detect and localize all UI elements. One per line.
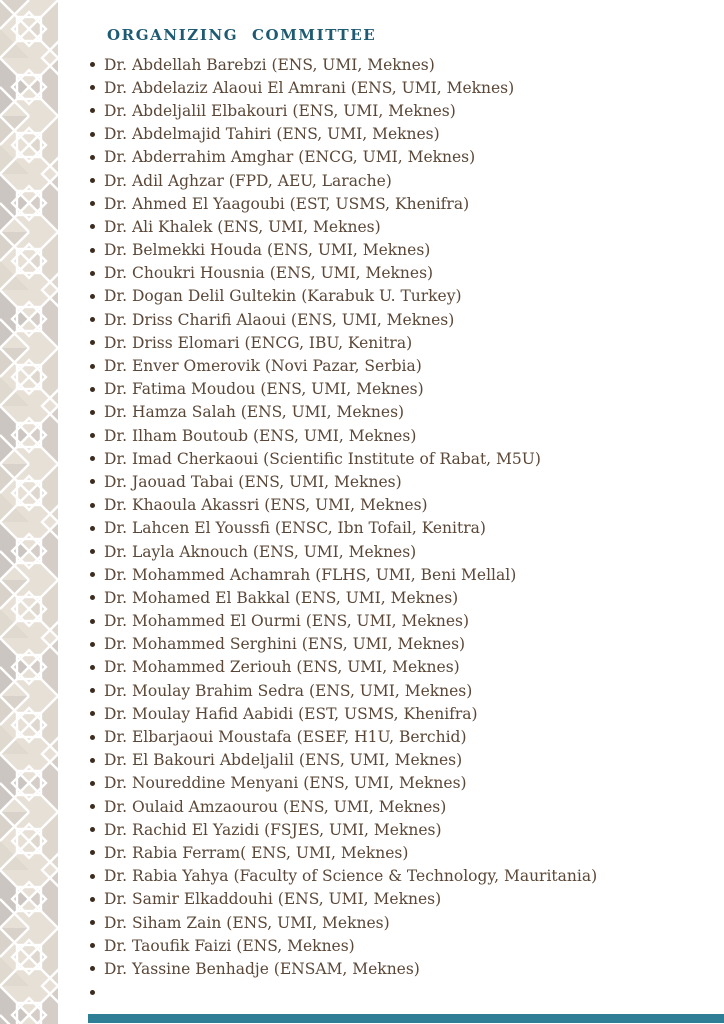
member-name: Dr. Ali Khalek (ENS, UMI, Meknes) (104, 217, 381, 236)
bullet-icon (90, 155, 95, 160)
committee-member-row (88, 749, 716, 772)
member-name: Dr. Moulay Brahim Sedra (ENS, UMI, Meknes) (104, 681, 473, 700)
committee-member-row (88, 169, 716, 192)
committee-member-row (88, 239, 716, 262)
bullet-icon (90, 271, 95, 276)
member-name: Dr. Enver Omerovik (Novi Pazar, Serbia) (104, 357, 422, 376)
bullet-icon (90, 364, 95, 369)
member-name: Dr. Taoufik Faizi (ENS, Meknes) (104, 936, 355, 955)
member-name: Dr. Rabia Ferram( ENS, UMI, Meknes) (104, 843, 409, 862)
committee-member-row (88, 841, 716, 864)
committee-member-row (88, 702, 716, 725)
bullet-icon (90, 943, 95, 948)
member-name: Dr. Imad Cherkaoui (Scientific Institute of Rabat, M5U) (104, 449, 541, 468)
bullet-icon (90, 503, 95, 508)
bullet-icon (90, 642, 95, 647)
bullet-icon (90, 711, 95, 716)
member-name: Dr. Mohammed Zeriouh (ENS, UMI, Meknes) (104, 658, 460, 677)
zellige-pattern-border (0, 0, 58, 1024)
committee-member-row (88, 610, 716, 633)
committee-member-row (88, 911, 716, 934)
committee-member-row (88, 215, 716, 238)
committee-member-row (88, 795, 716, 818)
member-name: Dr. Layla Aknouch (ENS, UMI, Meknes) (104, 542, 417, 561)
bullet-icon (90, 526, 95, 531)
member-name: Dr. Lahcen El Youssfi (ENSC, Ibn Tofail, Kenitra) (104, 519, 486, 538)
committee-member-row (88, 146, 716, 169)
committee-member-row (88, 192, 716, 215)
member-name: Dr. Driss Charifi Alaoui (ENS, UMI, Meknes) (104, 310, 455, 329)
member-name: Dr. Ilham Boutoub (ENS, UMI, Meknes) (104, 426, 417, 445)
committee-member-row (88, 123, 716, 146)
bullet-icon (90, 619, 95, 624)
member-name: Dr. Oulaid Amzaourou (ENS, UMI, Meknes) (104, 797, 447, 816)
bullet-icon (90, 549, 95, 554)
committee-member-row (88, 957, 716, 980)
bullet-icon (90, 804, 95, 809)
committee-member-row (88, 76, 716, 99)
committee-member-row (88, 586, 716, 609)
bullet-icon (90, 108, 95, 113)
member-name: Dr. Rachid El Yazidi (FSJES, UMI, Meknes) (104, 820, 442, 839)
member-name: Dr. Abdelaziz Alaoui El Amrani (ENS, UMI, Meknes) (104, 78, 515, 97)
member-name: Dr. Abdellah Barebzi (ENS, UMI, Meknes) (104, 55, 435, 74)
bullet-icon (90, 850, 95, 855)
bullet-icon (90, 433, 95, 438)
member-name: Dr. Dogan Delil Gultekin (Karabuk U. Turkey) (104, 287, 462, 306)
bullet-icon (90, 62, 95, 67)
committee-member-row (88, 494, 716, 517)
committee-member-row (88, 354, 716, 377)
committee-member-row (88, 725, 716, 748)
member-name: Dr. Samir Elkaddouhi (ENS, UMI, Meknes) (104, 890, 442, 909)
bullet-icon (90, 920, 95, 925)
footer-accent-bar (88, 1014, 724, 1023)
member-name: Dr. Ahmed El Yaagoubi (EST, USMS, Khenifra) (104, 194, 470, 213)
page-title: ORGANIZING COMMITTEE (107, 26, 377, 44)
bullet-icon (90, 410, 95, 415)
committee-member-row (88, 865, 716, 888)
member-name: Dr. Mohammed Serghini (ENS, UMI, Meknes) (104, 635, 466, 654)
bullet-icon (90, 132, 95, 137)
committee-section (88, 26, 716, 1004)
member-name: Dr. Mohammed El Ourmi (ENS, UMI, Meknes) (104, 612, 470, 631)
bullet-icon (90, 387, 95, 392)
committee-member-row (88, 401, 716, 424)
member-name: Dr. Abderrahim Amghar (ENCG, UMI, Meknes) (104, 148, 476, 167)
bullet-icon (90, 897, 95, 902)
member-name: Dr. Mohammed Achamrah (FLHS, UMI, Beni Mellal) (104, 565, 517, 584)
member-name: Dr. Khaoula Akassri (ENS, UMI, Meknes) (104, 496, 428, 515)
committee-member-row (88, 99, 716, 122)
bullet-icon (90, 874, 95, 879)
member-name: Dr. El Bakouri Abdeljalil (ENS, UMI, Meknes) (104, 751, 463, 770)
committee-member-row (88, 262, 716, 285)
member-name: Dr. Fatima Moudou (ENS, UMI, Meknes) (104, 380, 424, 399)
bullet-icon (90, 758, 95, 763)
bullet-icon (90, 595, 95, 600)
committee-member-row (88, 470, 716, 493)
bullet-icon (90, 85, 95, 90)
committee-member-row (88, 563, 716, 586)
bullet-icon (90, 479, 95, 484)
bullet-icon (90, 665, 95, 670)
committee-member-row (88, 331, 716, 354)
bullet-icon (90, 294, 95, 299)
committee-member-row (88, 772, 716, 795)
committee-member-row (88, 934, 716, 957)
committee-member-row (88, 633, 716, 656)
member-name: Dr. Mohamed El Bakkal (ENS, UMI, Meknes) (104, 588, 459, 607)
member-name: Dr. Moulay Hafid Aabidi (EST, USMS, Khenifra) (104, 704, 478, 723)
bullet-icon (90, 178, 95, 183)
committee-member-row (88, 888, 716, 911)
member-name: Dr. Siham Zain (ENS, UMI, Meknes) (104, 913, 390, 932)
committee-member-row (88, 679, 716, 702)
bullet-icon (90, 201, 95, 206)
member-name: Dr. Yassine Benhadje (ENSAM, Meknes) (104, 959, 420, 978)
bullet-icon (90, 340, 95, 345)
member-name: Dr. Abdelmajid Tahiri (ENS, UMI, Meknes) (104, 125, 440, 144)
member-name: Dr. Driss Elomari (ENCG, IBU, Kenitra) (104, 333, 413, 352)
bullet-icon (90, 966, 95, 971)
bullet-icon (90, 735, 95, 740)
committee-member-row (88, 53, 716, 76)
committee-member-row (88, 378, 716, 401)
committee-member-row (88, 981, 716, 1004)
bullet-icon (90, 781, 95, 786)
bullet-icon (90, 990, 95, 995)
member-name: Dr. Noureddine Menyani (ENS, UMI, Meknes) (104, 774, 467, 793)
member-name: Dr. Hamza Salah (ENS, UMI, Meknes) (104, 403, 405, 422)
bullet-icon (90, 224, 95, 229)
bullet-icon (90, 456, 95, 461)
member-name: Dr. Adil Aghzar (FPD, AEU, Larache) (104, 171, 392, 190)
committee-member-row (88, 818, 716, 841)
member-name: Dr. Jaouad Tabai (ENS, UMI, Meknes) (104, 472, 402, 491)
committee-member-row (88, 447, 716, 470)
bullet-icon (90, 688, 95, 693)
committee-member-row (88, 517, 716, 540)
bullet-icon (90, 317, 95, 322)
bullet-icon (90, 827, 95, 832)
member-name: Dr. Elbarjaoui Moustafa (ESEF, H1U, Berchid) (104, 728, 467, 747)
bullet-icon (90, 248, 95, 253)
committee-member-row (88, 308, 716, 331)
bullet-icon (90, 572, 95, 577)
member-name: Dr. Rabia Yahya (Faculty of Science & Technology, Mauritania) (104, 867, 598, 886)
committee-member-row (88, 424, 716, 447)
member-name: Dr. Choukri Housnia (ENS, UMI, Meknes) (104, 264, 434, 283)
committee-member-row (88, 656, 716, 679)
member-name: Dr. Belmekki Houda (ENS, UMI, Meknes) (104, 241, 431, 260)
member-name: Dr. Abdeljalil Elbakouri (ENS, UMI, Meknes) (104, 101, 456, 120)
committee-member-row (88, 540, 716, 563)
committee-list (88, 53, 716, 1004)
committee-member-row (88, 285, 716, 308)
